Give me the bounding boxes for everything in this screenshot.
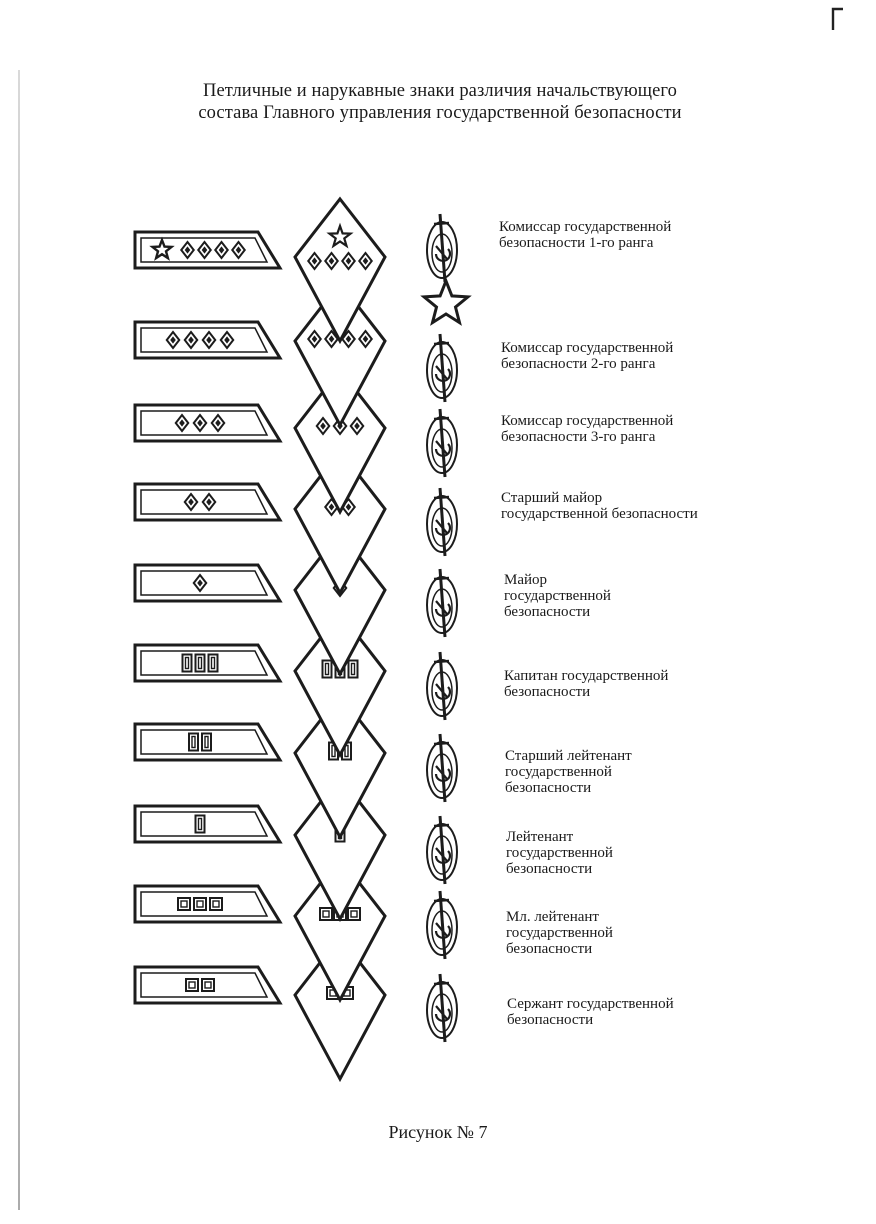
- collar-square: [210, 898, 222, 910]
- collar-rectangle-inner: [205, 737, 208, 748]
- collar-rhombus-inner: [197, 419, 203, 426]
- collar-rectangle-inner: [199, 819, 202, 830]
- collar-square-inner: [181, 901, 187, 907]
- collar-patch-3: [135, 405, 280, 441]
- collar-square: [178, 898, 190, 910]
- emblem-sword-guard: [434, 223, 449, 224]
- collar-rhombus-inner: [202, 246, 208, 253]
- emblem-sword-guard: [434, 418, 449, 419]
- nkvd-emblem-icon: [427, 214, 457, 282]
- rank-label-1: Комиссар государственной безопасности 1-го ранга: [499, 219, 672, 251]
- collar-patch-piping: [141, 892, 267, 916]
- collar-square: [186, 979, 198, 991]
- collar-rhombus-inner: [219, 246, 225, 253]
- collar-rectangle-inner: [212, 658, 215, 669]
- collar-rhombus-inner: [170, 336, 176, 343]
- sleeve-chevron-outline: [295, 199, 385, 341]
- large-star-icon: [424, 281, 468, 323]
- collar-patch-piping: [141, 411, 267, 435]
- collar-rhombus-inner: [197, 579, 203, 586]
- nkvd-emblem-icon: [427, 734, 457, 802]
- sleeve-chevron-1: [295, 199, 385, 341]
- collar-patch-piping: [141, 973, 267, 997]
- emblem-sword-guard: [434, 983, 449, 984]
- collar-square: [202, 979, 214, 991]
- emblem-sword-guard: [434, 343, 449, 344]
- nkvd-emblem-icon: [427, 974, 457, 1042]
- emblem-sword-guard: [434, 497, 449, 498]
- collar-square-inner: [205, 982, 211, 988]
- rank-label-2: Комиссар государственной безопасности 2-го ранга: [501, 340, 674, 372]
- collar-patch-7: [135, 724, 280, 760]
- collar-rhombus-inner: [185, 246, 191, 253]
- title-line-2: состава Главного управления государственной безопасности: [198, 103, 682, 123]
- rank-label-9: Мл. лейтенант государственной безопасности: [506, 909, 613, 957]
- collar-rhombus-inner: [188, 498, 194, 505]
- collar-rhombus-inner: [236, 246, 242, 253]
- collar-patch-piping: [141, 571, 267, 595]
- nkvd-emblem-icon: [427, 334, 457, 402]
- collar-rhombus-inner: [215, 419, 221, 426]
- collar-star-icon: [153, 240, 172, 258]
- collar-rhombus-inner: [206, 336, 212, 343]
- collar-square-inner: [197, 901, 203, 907]
- emblem-sword-guard: [434, 743, 449, 744]
- nkvd-emblem-icon: [427, 569, 457, 637]
- collar-square: [194, 898, 206, 910]
- rank-label-7: Старший лейтенант государственной безопасности: [505, 748, 632, 796]
- nkvd-emblem-icon: [427, 409, 457, 477]
- collar-rhombus-inner: [224, 336, 230, 343]
- collar-rectangle-inner: [186, 658, 189, 669]
- rank-label-5: Майор государственной безопасности: [504, 572, 611, 620]
- collar-patch-5: [135, 565, 280, 601]
- collar-patch-2: [135, 322, 280, 358]
- title-line-1: Петличные и нарукавные знаки различия начальствующего: [202, 81, 677, 101]
- collar-rectangle-inner: [192, 737, 195, 748]
- collar-patch-4: [135, 484, 280, 520]
- collar-patch-9: [135, 886, 280, 922]
- emblem-sword-guard: [434, 578, 449, 579]
- collar-patch-10: [135, 967, 280, 1003]
- collar-square-inner: [213, 901, 219, 907]
- rank-label-3: Комиссар государственной безопасности 3-го ранга: [501, 413, 674, 445]
- rank-label-8: Лейтенант государственной безопасности: [506, 829, 613, 877]
- collar-patch-6: [135, 645, 280, 681]
- emblem-sword-guard: [434, 825, 449, 826]
- collar-rhombus-inner: [206, 498, 212, 505]
- nkvd-emblem-icon: [427, 891, 457, 959]
- collar-rhombus-inner: [188, 336, 194, 343]
- emblem-sword-guard: [434, 900, 449, 901]
- collar-square-inner: [189, 982, 195, 988]
- nkvd-emblem-icon: [427, 652, 457, 720]
- nkvd-emblem-icon: [427, 488, 457, 556]
- rank-label-4: Старший майор государственной безопасности: [501, 490, 698, 522]
- figure-caption: Рисунок № 7: [388, 1122, 488, 1142]
- nkvd-emblem-icon: [427, 816, 457, 884]
- collar-rhombus-inner: [179, 419, 185, 426]
- collar-patch-1: [135, 232, 280, 268]
- emblem-sword-guard: [434, 661, 449, 662]
- collar-rectangle-inner: [199, 658, 202, 669]
- rank-label-6: Капитан государственной безопасности: [504, 668, 669, 700]
- rank-label-10: Сержант государственной безопасности: [507, 996, 674, 1028]
- collar-patch-8: [135, 806, 280, 842]
